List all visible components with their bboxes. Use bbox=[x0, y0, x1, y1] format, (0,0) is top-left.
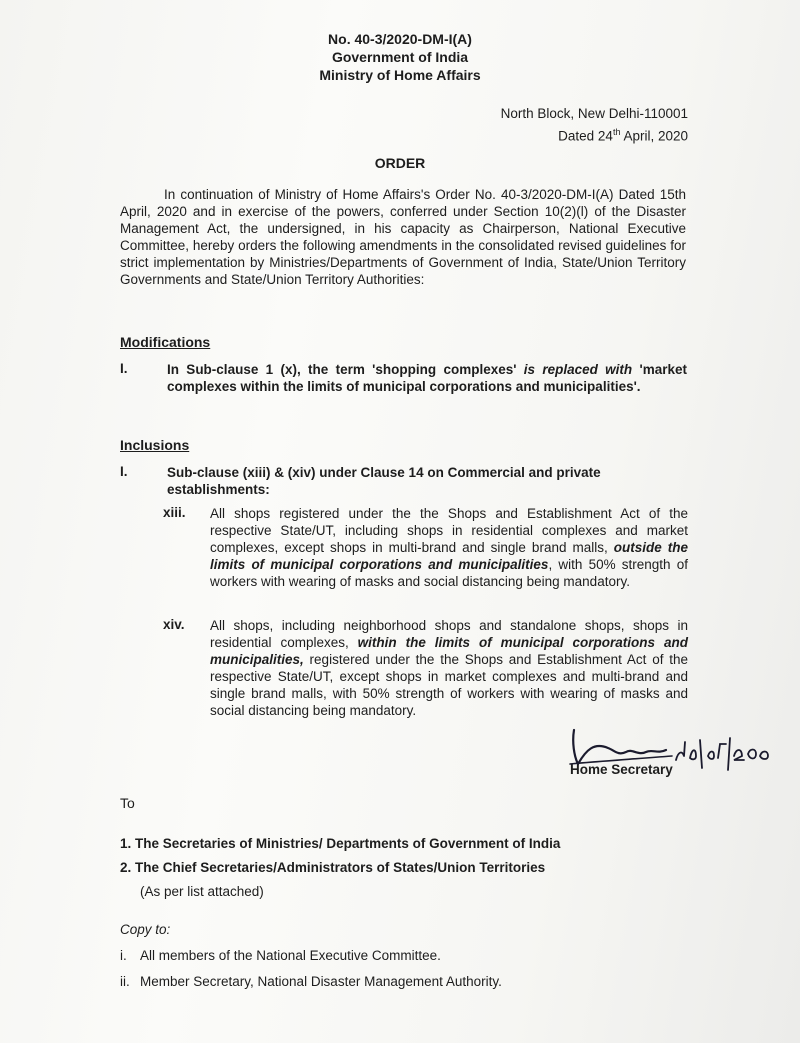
document-header bbox=[0, 30, 800, 84]
to-label: To bbox=[120, 795, 135, 811]
subclause-label-xiii: xiii. bbox=[163, 505, 186, 520]
address-block bbox=[501, 105, 688, 146]
inclusions-heading: Inclusions bbox=[120, 437, 190, 453]
intro-paragraph: In continuation of Ministry of Home Affairs's Order No. 40-3/2020-DM-I(A) Dated 15th April, 2020 and in exercise of the powers, conferred under Section 10(2)(l) of the Disaster Management Act, the undersigned, in his capacity as Chairperson, National Executive Committee, hereby orders the following amendments in the consolidated revised guidelines for strict implementation by Ministries/Departments of Government of India, State/Union Territory Governments and State/Union Territory Authorities: bbox=[120, 187, 686, 287]
modification-number: I. bbox=[120, 361, 128, 376]
copy-item-1: i. All members of the National Executive Committee. bbox=[120, 948, 441, 963]
signatory-designation: Home Secretary bbox=[570, 762, 673, 777]
modifications-heading: Modifications bbox=[120, 334, 211, 350]
recipient-1: 1. The Secretaries of Ministries/ Departments of Government of India bbox=[120, 836, 561, 851]
ministry-name: Ministry of Home Affairs bbox=[319, 67, 481, 83]
issue-date: Dated 24th April, 2020 bbox=[558, 127, 688, 144]
copy-item-2: ii. Member Secretary, National Disaster Management Authority. bbox=[120, 974, 502, 989]
modification-text: In Sub-clause 1 (x), the term 'shopping complexes' is replaced with 'market complexes within the limits of municipal corporations and municipalities'. bbox=[167, 362, 687, 394]
reference-number: No. 40-3/2020-DM-I(A) bbox=[328, 31, 472, 47]
order-title: ORDER bbox=[374, 155, 426, 171]
recipients-note: (As per list attached) bbox=[140, 884, 264, 899]
inclusion-text: Sub-clause (xiii) & (xiv) under Clause 14 on Commercial and private establishments: bbox=[167, 465, 601, 497]
government-name: Government of India bbox=[331, 49, 469, 65]
subclause-label-xiv: xiv. bbox=[163, 617, 185, 632]
copy-to-label: Copy to: bbox=[120, 922, 171, 937]
subclause-text-xiv: All shops, including neighborhood shops and standalone shops, shops in residential complexes, within the limits of municipal corporations and municipalities, registered under the the Shops and Establishment Act of the respective State/UT, except shops in market complexes and multi-brand and single brand malls, with 50% strength of workers with wearing of masks and social distancing being mandatory. bbox=[210, 618, 688, 718]
inclusion-number: I. bbox=[120, 464, 128, 479]
location: North Block, New Delhi-110001 bbox=[500, 106, 688, 121]
subclause-text-xiii: All shops registered under the the Shops and Establishment Act of the respective State/UT, including shops in residential complexes and market complexes, except shops in multi-brand and single brand malls, outside the limits of municipal corporations and municipalities, with 50% strength of workers with wearing of masks and social distancing being mandatory. bbox=[210, 506, 688, 589]
recipient-2: 2. The Chief Secretaries/Administrators of States/Union Territories bbox=[120, 860, 546, 875]
